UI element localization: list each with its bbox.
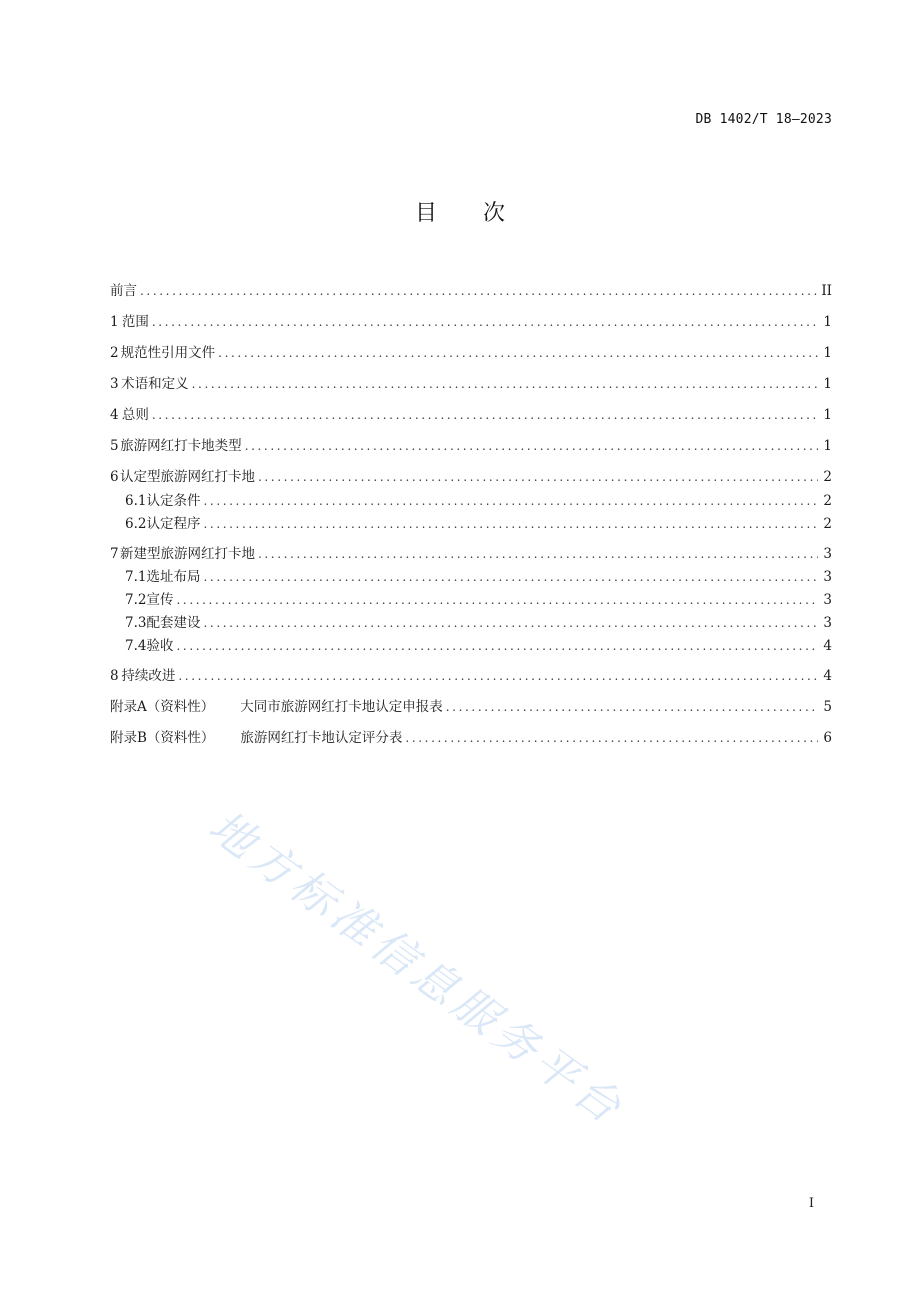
- toc-entry-label: 规范性引用文件: [120, 345, 216, 361]
- toc-entry-label: 总则: [121, 407, 149, 423]
- toc-entry-page: 3: [823, 615, 832, 631]
- toc-leader-dots: [203, 514, 818, 534]
- toc-entry-label: 新建型旅游网红打卡地: [119, 546, 255, 562]
- toc-entry-1[interactable]: [110, 312, 832, 332]
- toc-entry-number: 7.1: [125, 569, 147, 585]
- toc-leader-dots: [218, 343, 818, 363]
- toc-entry-8[interactable]: [110, 666, 832, 686]
- toc-entry-7-3[interactable]: [110, 613, 832, 633]
- toc-entry-page: II: [821, 283, 832, 299]
- toc-leader-dots: [203, 613, 818, 633]
- toc-entry-label: 前言: [110, 283, 137, 299]
- toc-entry-label: 配套建设: [146, 615, 201, 631]
- toc-entry-number: 6.1: [125, 493, 147, 509]
- toc-entry-6-1[interactable]: [110, 491, 832, 511]
- toc-entry-appendix-a[interactable]: [110, 697, 832, 717]
- toc-entry-page: 1: [823, 438, 832, 454]
- toc-entry-number: 7: [110, 546, 119, 562]
- toc-entry-3[interactable]: [110, 374, 832, 394]
- toc-entry-7-1[interactable]: [110, 567, 832, 587]
- toc-leader-dots: [152, 312, 818, 332]
- toc-leader-dots: [176, 636, 818, 656]
- toc-entry-page: 3: [823, 546, 832, 562]
- toc-entry-number: 6.2: [125, 516, 147, 532]
- toc-entry-number: 附录B（资料性）: [110, 730, 215, 746]
- toc-entry-page: 1: [823, 407, 832, 423]
- toc-entry-page: 3: [823, 569, 832, 585]
- toc-entry-number: 5: [110, 438, 119, 454]
- toc-entry-page: 1: [823, 314, 832, 330]
- toc-entry-6-2[interactable]: [110, 514, 832, 534]
- toc-leader-dots: [446, 697, 818, 717]
- toc-entry-page: 1: [823, 376, 832, 392]
- toc-entry-6[interactable]: [110, 467, 832, 487]
- toc-entry-label: 认定程序: [146, 516, 201, 532]
- toc-entry-7-2[interactable]: [110, 590, 832, 610]
- toc-entry-label: 持续改进: [121, 668, 176, 684]
- toc-entry-page: 6: [823, 730, 832, 746]
- toc-entry-4[interactable]: [110, 405, 832, 425]
- toc-leader-dots: [245, 436, 818, 456]
- toc-entry-page: 2: [823, 493, 832, 509]
- toc-entry-label: 旅游网红打卡地认定评分表: [240, 730, 403, 746]
- toc-entry-number: 7.2: [125, 592, 147, 608]
- toc-entry-label: 验收: [146, 638, 174, 654]
- toc-leader-dots: [258, 544, 818, 564]
- page-number: I: [808, 1196, 814, 1211]
- toc-leader-dots: [203, 491, 818, 511]
- toc-entry-number: 7.3: [125, 615, 147, 631]
- toc-entry-label: 术语和定义: [121, 376, 189, 392]
- toc-entry-number: 6: [110, 469, 119, 485]
- toc-leader-dots: [140, 281, 817, 301]
- toc-entry-page: 5: [823, 699, 832, 715]
- toc-entry-number: 1: [110, 314, 119, 330]
- watermark: 地方标准信息服务平台: [199, 800, 635, 1137]
- toc-entry-page: 4: [823, 638, 832, 654]
- toc-entry-label: 范围: [121, 314, 149, 330]
- toc-entry-appendix-b[interactable]: [110, 728, 832, 748]
- toc-entry-number: 7.4: [125, 638, 147, 654]
- toc-entry-7-4[interactable]: [110, 636, 832, 656]
- page-title: 目次: [414, 201, 551, 226]
- toc-entry-page: 4: [823, 668, 832, 684]
- toc-entry-label: 旅游网红打卡地类型: [120, 438, 242, 454]
- toc-entry-label: 选址布局: [146, 569, 201, 585]
- toc-entry-label: 认定型旅游网红打卡地: [119, 469, 255, 485]
- toc-entry-label: 宣传: [146, 592, 174, 608]
- toc-entry-page: 1: [823, 345, 832, 361]
- document-code: DB 1402/T 18—2023: [695, 112, 832, 127]
- toc-entry-2[interactable]: [110, 343, 832, 363]
- toc-entry-number: 附录A（资料性）: [110, 699, 215, 715]
- toc-entry-foreword[interactable]: [110, 281, 832, 301]
- toc-entry-7[interactable]: [110, 544, 832, 564]
- toc-leader-dots: [176, 590, 818, 610]
- toc-leader-dots: [203, 567, 818, 587]
- toc-leader-dots: [258, 467, 818, 487]
- toc-entry-label: 认定条件: [146, 493, 201, 509]
- toc-entry-number: 4: [110, 407, 119, 423]
- toc-entry-number: 3: [110, 376, 119, 392]
- toc-entry-label: 大同市旅游网红打卡地认定申报表: [240, 699, 443, 715]
- toc-leader-dots: [405, 728, 818, 748]
- toc-entry-page: 2: [823, 469, 832, 485]
- toc-leader-dots: [152, 405, 818, 425]
- toc-entry-5[interactable]: [110, 436, 832, 456]
- toc-leader-dots: [178, 666, 818, 686]
- toc-entry-page: 3: [823, 592, 832, 608]
- toc-entry-number: 8: [110, 668, 119, 684]
- toc-entry-page: 2: [823, 516, 832, 532]
- toc-leader-dots: [192, 374, 818, 394]
- toc-entry-number: 2: [110, 345, 119, 361]
